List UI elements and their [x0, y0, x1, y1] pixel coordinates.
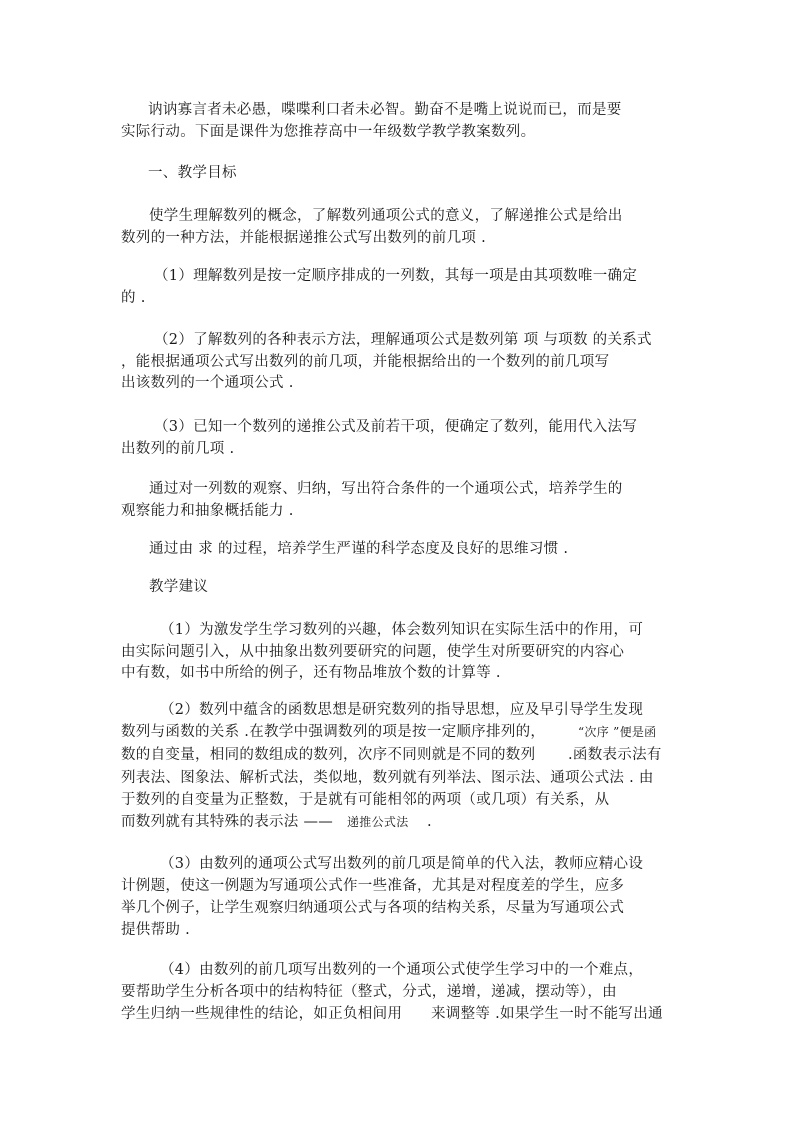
- paragraph-line: 列表法、图象法、解析式法，类似地，数列就有列举法、图示法、通项公式法 . 由: [121, 770, 654, 786]
- paragraph-line-fragment: “次序 ”便是函: [578, 725, 657, 739]
- paragraph-line: 的 .: [121, 290, 146, 306]
- paragraph-line: 学生归纳一些规律性的结论，如正负相间用: [121, 1006, 403, 1022]
- paragraph-line: 通过由 求 的过程，培养学生严谨的科学态度及良好的思维习惯 .: [149, 541, 569, 557]
- paragraph-line-fragment: 递推公式法: [347, 815, 409, 829]
- paragraph-line: 提供帮助 .: [121, 922, 191, 938]
- paragraph-line: 要帮助学生分析各项中的结构特征（整式，分式，递增，递减，摆动等），由: [121, 984, 617, 1000]
- paragraph-line: （2）数列中蕴含的函数思想是研究数列的指导思想，应及早引导学生发现: [160, 702, 644, 718]
- paragraph-line: （3）由数列的通项公式写出数列的前几项是简单的代入法，教师应精心设: [160, 856, 644, 872]
- paragraph-line: 于数列的自变量为正整数，于是就有可能相邻的两项（或几项）有关系，从: [121, 792, 610, 808]
- section-heading: 一、教学目标: [148, 165, 237, 181]
- paragraph-line: 而数列就有其特殊的表示法 ——: [121, 814, 334, 830]
- paragraph-line: 出该数列的一个通项公式 .: [121, 375, 294, 391]
- paragraph-line: 数列的一种方法，并能根据递推公式写出数列的前几项 .: [121, 230, 487, 246]
- paragraph-line-fragment: 来调整等 .如果学生一时不能写出通: [431, 1006, 663, 1022]
- paragraph-line: （1）理解数列是按一定顺序排成的一列数，其每一项是由其项数唯一确定: [154, 268, 638, 284]
- paragraph-line: （3）已知一个数列的递推公式及前若干项，便确定了数列，能用代入法写: [154, 419, 638, 435]
- paragraph-line: 数的自变量，相同的数组成的数列，次序不同则就是不同的数列: [121, 747, 536, 763]
- section-heading: 教学建议: [149, 579, 209, 595]
- paragraph-line: 数列与函数的关系 .在教学中强调数列的项是按一定顺序排列的，: [121, 724, 546, 740]
- paragraph-line-fragment: .: [427, 814, 432, 830]
- intro-line: 讷讷寡言者未必愚，喋喋利口者未必智。勤奋不是嘴上说说而已，而是要: [148, 102, 622, 118]
- paragraph-line: 通过对一列数的观察、归纳，写出符合条件的一个通项公式，培养学生的: [149, 481, 623, 497]
- paragraph-line: 使学生理解数列的概念，了解数列通项公式的意义，了解递推公式是给出: [149, 208, 623, 224]
- paragraph-line: （2）了解数列的各种表示方法，理解通项公式是数列第 项 与项数 的关系式: [154, 332, 652, 348]
- paragraph-line-fragment: .函数表示法有: [568, 747, 662, 763]
- paragraph-line: 中有数，如书中所给的例子，还有物品堆放个数的计算等 .: [121, 665, 501, 681]
- paragraph-line: 由实际问题引入，从中抽象出数列要研究的问题，使学生对所要研究的内容心: [121, 644, 625, 660]
- paragraph-line: 计例题，使这一例题为写通项公式作一些准备，尤其是对程度差的学生，应多: [121, 878, 625, 894]
- paragraph-line: （4）由数列的前几项写出数列的一个通项公式使学生学习中的一个难点，: [160, 962, 644, 978]
- paragraph-line: 举几个例子，让学生观察归纳通项公式与各项的结构关系，尽量为写通项公式: [121, 900, 625, 916]
- paragraph-line: 观察能力和抽象概括能力 .: [121, 503, 294, 519]
- paragraph-line: ，能根据通项公式写出数列的前几项，并能根据给出的一个数列的前几项写: [121, 354, 610, 370]
- intro-line: 实际行动。下面是课件为您推荐高中一年级数学教学教案数列。: [121, 124, 536, 140]
- paragraph-line: （1）为激发学生学习数列的兴趣，体会数列知识在实际生活中的作用，可: [160, 622, 644, 638]
- paragraph-line: 出数列的前几项 .: [121, 441, 235, 457]
